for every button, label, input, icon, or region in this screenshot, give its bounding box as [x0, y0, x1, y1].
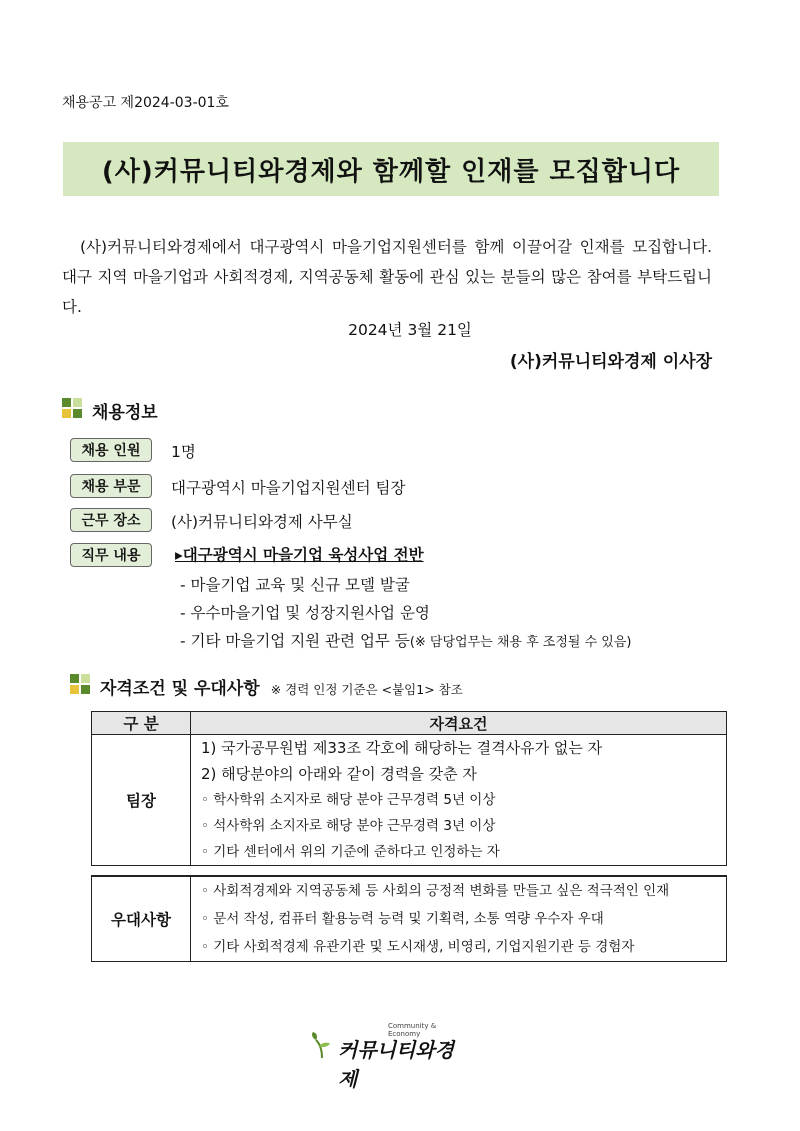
- category-cell: 팀장: [92, 735, 191, 866]
- value-division: 대구광역시 마을기업지원센터 팀장: [171, 479, 406, 497]
- table-header-row: [92, 712, 727, 735]
- section-title-qualifications: 자격조건 및 우대사항: [100, 679, 260, 699]
- requirement-line: 2) 해당분야의 아래와 같이 경력을 갖춘 자: [201, 765, 477, 783]
- duty-heading: ▸대구광역시 마을기업 육성사업 전반: [175, 546, 424, 564]
- requirement-line: 1) 국가공무원법 제33조 각호에 해당하는 결격사유가 없는 자: [201, 739, 603, 757]
- duty-note: (※ 담당업무는 채용 후 조정될 수 있음): [409, 635, 632, 650]
- page-title: (사)커뮤니티와경제와 함께할 인재를 모집합니다: [101, 156, 681, 187]
- signer: (사)커뮤니티와경제 이사장: [509, 352, 712, 372]
- duty-item: - 우수마을기업 및 성장지원사업 운영: [180, 604, 430, 622]
- section-bullet-icon: [62, 398, 82, 418]
- section-note: ※ 경력 인정 기준은 <붙임1> 참조: [270, 682, 463, 697]
- value-headcount: 1명: [171, 443, 196, 461]
- label-headcount: 채용 인원: [70, 438, 152, 462]
- requirement-line: ◦ 석사학위 소지자로 해당 분야 근무경력 3년 이상: [201, 818, 496, 834]
- notice-number: 채용공고 제2024-03-01호: [62, 95, 229, 111]
- duty-item: - 마을기업 교육 및 신규 모델 발굴: [180, 576, 410, 594]
- section-title-recruit-info: 채용정보: [92, 403, 158, 423]
- label-workplace: 근무 장소: [70, 508, 152, 532]
- organization-logo: [310, 1022, 470, 1091]
- preference-line: ◦ 문서 작성, 컴퓨터 활용능력 능력 및 기획력, 소통 역량 우수자 우대: [201, 911, 604, 927]
- column-header-requirements: 자격요건: [191, 712, 727, 735]
- section-bullet-icon: [70, 674, 90, 694]
- requirement-line: ◦ 기타 센터에서 위의 기준에 준하다고 인정하는 자: [201, 844, 500, 860]
- announcement-date: 2024년 3월 21일: [348, 321, 472, 339]
- preferences-cell: [191, 876, 727, 962]
- title-banner: [63, 142, 719, 196]
- label-duties: 직무 내용: [70, 543, 152, 567]
- sprout-icon: [310, 1030, 336, 1060]
- value-workplace: (사)커뮤니티와경제 사무실: [171, 513, 353, 531]
- duty-item-with-note: [180, 629, 631, 651]
- column-header-category: 구 분: [92, 712, 191, 735]
- logo-tagline: Community & Economy: [388, 1022, 437, 1038]
- category-cell: 우대사항: [92, 876, 191, 962]
- label-division: 채용 부문: [70, 474, 152, 498]
- logo-text: 커뮤니티와경제: [338, 1038, 454, 1091]
- section-header-qualifications: [100, 674, 463, 699]
- table-row: [92, 735, 727, 866]
- preference-table: [91, 875, 727, 962]
- intro-paragraph: (사)커뮤니티와경제에서 대구광역시 마을기업지원센터를 함께 이끌어갈 인재를 모집합니다. 대구 지역 마을기업과 사회적경제, 지역공동체 활동에 관심 있는 분들의 많은 참여를 부탁드립니다.: [62, 238, 712, 316]
- table-row: [92, 876, 727, 962]
- preference-line: ◦ 사회적경제와 지역공동체 등 사회의 긍정적 변화를 만들고 싶은 적극적인 인재: [201, 883, 670, 899]
- preference-line: ◦ 기타 사회적경제 유관기관 및 도시재생, 비영리, 기업지원기관 등 경험자: [201, 939, 635, 955]
- requirements-cell: [191, 735, 727, 866]
- duty-item-text: - 기타 마을기업 지원 관련 업무 등: [180, 632, 410, 650]
- requirement-line: ◦ 학사학위 소지자로 해당 분야 근무경력 5년 이상: [201, 792, 496, 808]
- qualification-table: [91, 711, 727, 866]
